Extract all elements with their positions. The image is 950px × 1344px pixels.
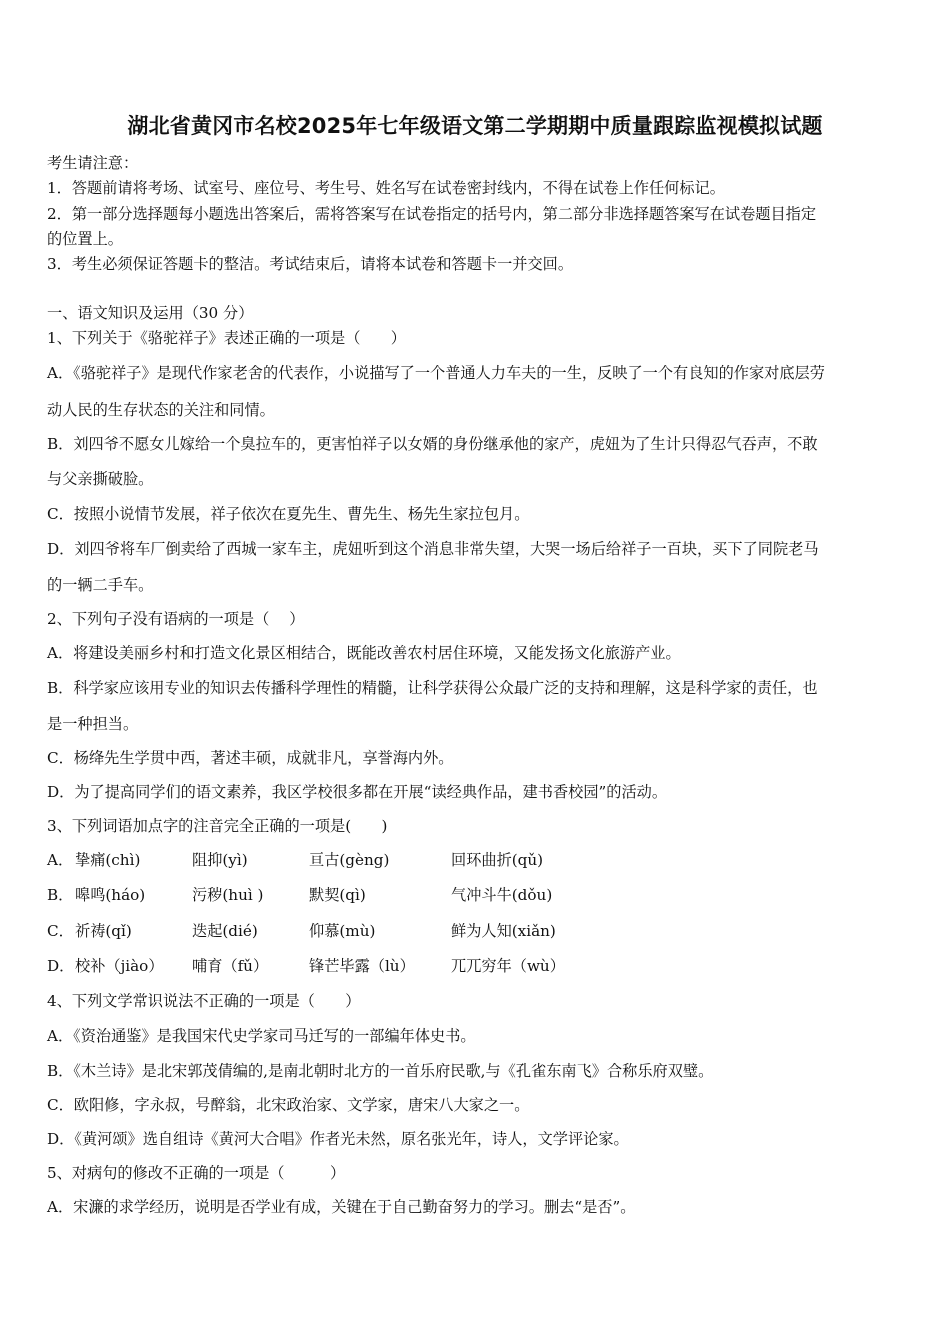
q4-option-c: C．欧阳修，字永叔，号醉翁，北宋政治家、文学家，唐宋八大家之一。 [47,1096,530,1114]
q3-word-4: 回环曲折(qǔ) [451,851,544,869]
q2-option-d: D．为了提高同学们的语文素养，我区学校很多都在开展“读经典作品，建书香校园”的活动。 [47,783,668,801]
q3-stem: 3、下列词语加点字的注音完全正确的一项是( ) [47,817,388,835]
q3-option-label: C． [47,922,74,940]
q1-stem: 1、下列关于《骆驼祥子》表述正确的一项是（ ） [47,329,406,347]
q3-word-1: 嗥鸣(háo) [75,886,146,904]
q1-option-d: D．刘四爷将车厂倒卖给了西城一家车主，虎妞听到这个消息非常失望，大哭一场后给祥子一百块，买下了同院老马 [47,540,819,558]
page-title: 湖北省黄冈市名校2025年七年级语文第二学期期中质量跟踪监视模拟试题 [127,114,823,138]
q3-option-label: A． [47,851,74,869]
notice-item-3: 3．考生必须保证答题卡的整洁。考试结束后，请将本试卷和答题卡一并交回。 [47,255,574,273]
q3-word-2: 阻抑(yì) [192,851,248,869]
q4-option-b: B．《木兰诗》是北宋郭茂倩编的,是南北朝时北方的一首乐府民歌,与《孔雀东南飞》合称乐府双璧。 [47,1062,714,1080]
section-heading: 一、语文知识及运用（30 分） [47,304,254,322]
q2-option-a: A．将建设美丽乡村和打造文化景区相结合，既能改善农村居住环境，又能发扬文化旅游产业。 [47,644,681,662]
q4-option-a: A．《资治通鉴》是我国宋代史学家司马迁写的一部编年体史书。 [47,1027,476,1045]
notice-item-2-cont: 的位置上。 [47,230,123,248]
q3-word-4: 兀兀穷年（wù） [451,957,565,975]
q3-word-2: 迭起(dié) [192,922,258,940]
q4-stem: 4、下列文学常识说法不正确的一项是（ ） [47,992,361,1010]
q3-word-4: 气冲斗牛(dǒu) [451,886,553,904]
q3-word-3: 锋芒毕露（lù） [309,957,415,975]
q5-option-a: A．宋濂的求学经历，说明是否学业有成，关键在于自己勤奋努力的学习。删去“是否”。 [47,1198,636,1216]
q3-option-label: D． [47,957,75,975]
q3-word-2: 哺育（fǔ） [192,957,269,975]
q3-word-3: 亘古(gèng) [309,851,390,869]
q2-option-c: C．杨绛先生学贯中西，著述丰硕，成就非凡，享誉海内外。 [47,749,454,767]
q1-option-b-cont: 与父亲撕破脸。 [47,470,154,488]
q1-option-a: A．《骆驼祥子》是现代作家老舍的代表作，小说描写了一个普通人力车夫的一生，反映了一个有良知的作家对底层劳 [47,364,825,382]
q3-word-3: 仰慕(mù) [309,922,376,940]
notice-item-1: 1．答题前请将考场、试室号、座位号、考生号、姓名写在试卷密封线内，不得在试卷上作任何标记。 [47,179,725,197]
q3-word-4: 鲜为人知(xiǎn) [451,922,556,940]
q3-option-label: B． [47,886,74,904]
q3-word-1: 校补（jiào） [75,957,164,975]
notice-item-2: 2．第一部分选择题每小题选出答案后，需将答案写在试卷指定的括号内，第二部分非选择题答案写在试卷题目指定 [47,205,817,223]
q1-option-d-cont: 的一辆二手车。 [47,576,154,594]
notice-heading: 考生请注意： [47,154,139,172]
q3-word-2: 污秽(huì ) [192,886,264,904]
q3-word-3: 默契(qì) [309,886,366,904]
q1-option-c: C．按照小说情节发展，祥子依次在夏先生、曹先生、杨先生家拉包月。 [47,505,530,523]
q5-stem: 5、对病句的修改不正确的一项是（ ） [47,1164,346,1182]
q2-stem: 2、下列句子没有语病的一项是（ ） [47,610,305,628]
q2-option-b-cont: 是一种担当。 [47,715,139,733]
q1-option-b: B．刘四爷不愿女儿嫁给一个臭拉车的，更害怕祥子以女婿的身份继承他的家产，虎妞为了生计只得忍气吞声，不敢 [47,435,818,453]
q3-word-1: 挚痛(chì) [75,851,141,869]
q3-word-1: 祈祷(qǐ) [75,922,132,940]
q2-option-b: B．科学家应该用专业的知识去传播科学理性的精髓，让科学获得公众最广泛的支持和理解，这是科学家的责任，也 [47,679,818,697]
q4-option-d: D．《黄河颂》选自组诗《黄河大合唱》作者光未然，原名张光年，诗人，文学评论家。 [47,1130,629,1148]
q1-option-a-cont: 动人民的生存状态的关注和同情。 [47,401,275,419]
